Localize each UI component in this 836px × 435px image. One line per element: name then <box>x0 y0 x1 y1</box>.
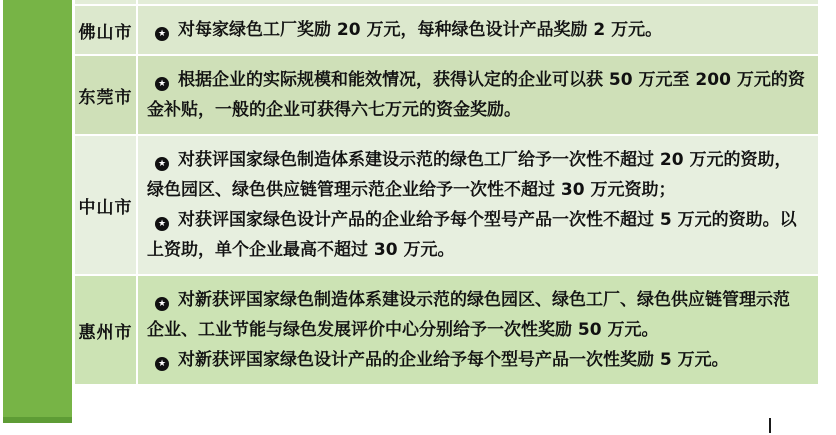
table-row-foshan <box>75 6 818 54</box>
table-row-zhongshan <box>75 136 818 274</box>
star-bullet-icon: ★ <box>155 27 169 41</box>
paragraph-text: 对新获评国家绿色制造体系建设示范的绿色园区、绿色工厂、绿色供应链管理示范企业、工业节能与绿色发展评价中心分别给予一次性奖励 50 万元。 <box>147 290 790 340</box>
incentive-text-cell <box>138 56 818 134</box>
city-label: 中山市 <box>75 136 136 274</box>
incentive-paragraph <box>147 65 806 125</box>
star-bullet-icon: ★ <box>155 297 169 311</box>
paragraph-text: 根据企业的实际规模和能效情况，获得认定的企业可以获 50 万元至 200 万元的资金补贴，一般的企业可获得六七万元的资金奖励。 <box>147 70 805 120</box>
incentive-text-cell <box>138 276 818 384</box>
paragraph-text: 对获评国家绿色设计产品的企业给予每个型号产品一次性不超过 5 万元的资助。以上资助，单个企业最高不超过 30 万元。 <box>147 210 797 260</box>
star-bullet-icon: ★ <box>155 357 169 371</box>
sliver-text-cell <box>138 0 818 4</box>
text-cursor-artifact <box>769 418 771 433</box>
table-row-huizhou <box>75 276 818 384</box>
city-label: 惠州市 <box>75 276 136 384</box>
paragraph-text: 对每家绿色工厂奖励 20 万元，每种绿色设计产品奖励 2 万元。 <box>178 20 663 40</box>
table-top-sliver <box>75 0 818 4</box>
star-bullet-icon: ★ <box>155 157 169 171</box>
incentive-text-cell <box>138 6 818 54</box>
incentive-paragraph <box>147 15 806 45</box>
city-incentive-table <box>75 0 818 384</box>
left-green-bar <box>3 0 72 423</box>
paragraph-text: 对新获评国家绿色设计产品的企业给予每个型号产品一次性奖励 5 万元。 <box>178 350 729 370</box>
paragraph-text: 对获评国家绿色制造体系建设示范的绿色工厂给予一次性不超过 20 万元的资助，绿色园区、绿色供应链管理示范企业给予一次性不超过 30 万元资助； <box>147 150 792 200</box>
incentive-paragraph <box>147 205 806 265</box>
incentive-text-cell <box>138 136 818 274</box>
incentive-paragraph <box>147 285 806 345</box>
city-label: 佛山市 <box>75 6 136 54</box>
star-bullet-icon: ★ <box>155 217 169 231</box>
star-bullet-icon: ★ <box>155 77 169 91</box>
sliver-city-cell <box>75 0 136 4</box>
city-label: 东莞市 <box>75 56 136 134</box>
incentive-paragraph <box>147 145 806 205</box>
incentive-paragraph <box>147 345 806 375</box>
table-row-dongguan <box>75 56 818 134</box>
